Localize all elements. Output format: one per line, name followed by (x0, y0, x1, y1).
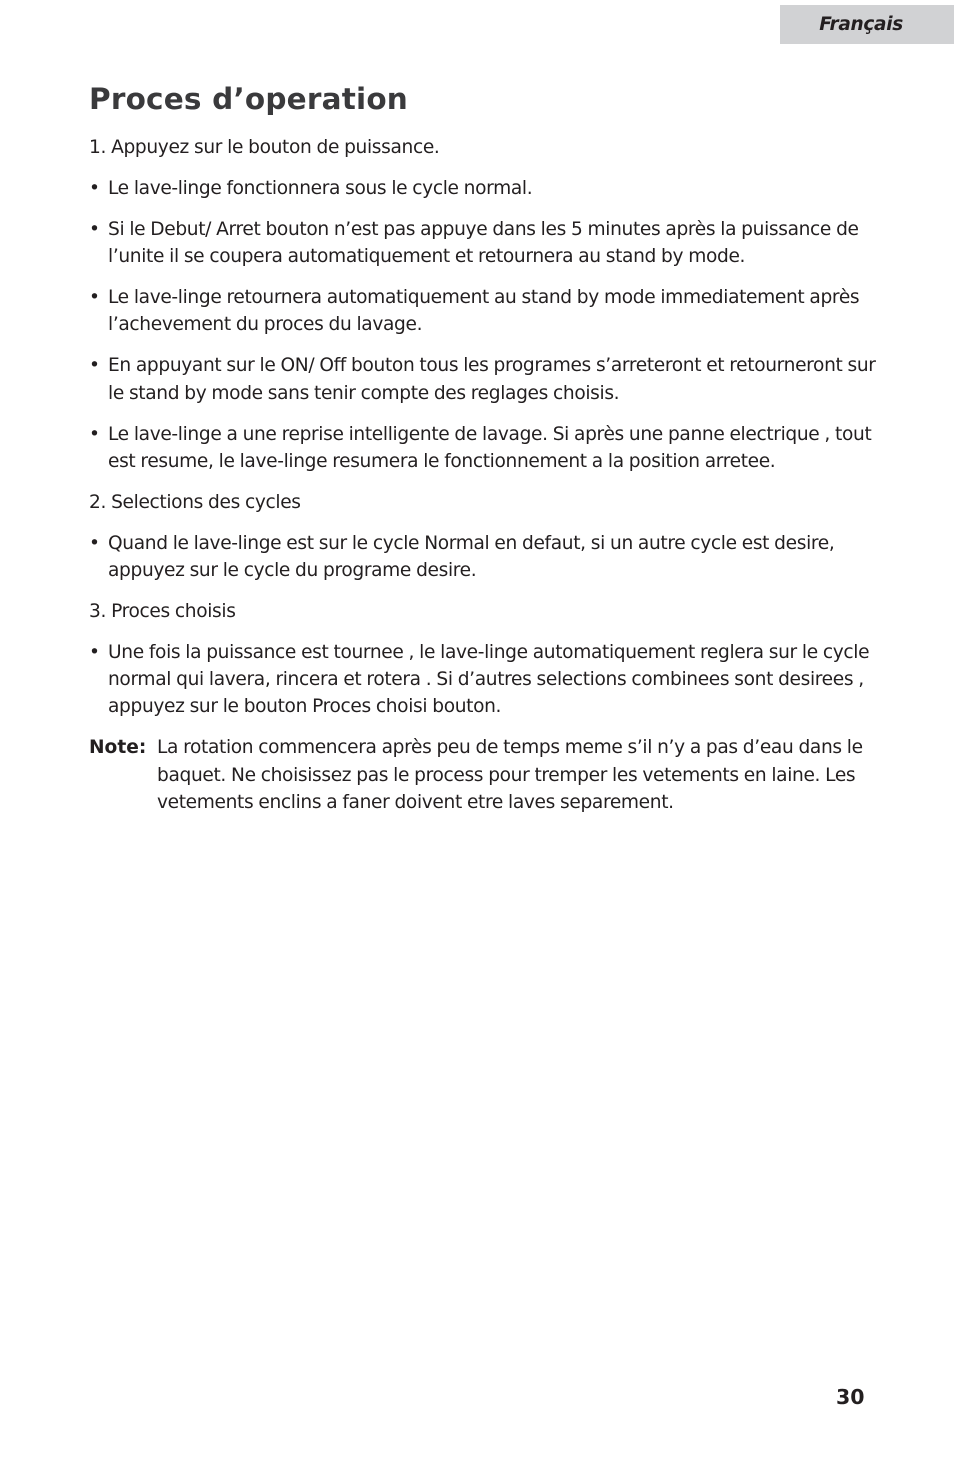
bullet-text: Quand le lave-linge est sur le cycle Normal en defaut, si un autre cycle est desire, appuyez sur le cycle du programe desire. (108, 532, 835, 582)
page-title: Proces d’operation (89, 82, 409, 116)
step-1-bullet-2 (89, 216, 879, 270)
bullet-marker: • (89, 423, 100, 445)
instructions-body (89, 134, 879, 816)
step-1-bullet-4 (89, 352, 879, 406)
bullet-text: Le lave-linge fonctionnera sous le cycle normal. (108, 178, 533, 199)
step-1-bullet-5 (89, 421, 879, 475)
language-label: Français (819, 14, 903, 35)
step-2-bullet-1 (89, 530, 879, 584)
bullet-marker: • (89, 287, 100, 309)
bullet-marker: • (89, 355, 100, 377)
note (89, 734, 879, 816)
note-text: La rotation commencera après peu de temps meme s’il n’y a pas d’eau dans le baquet. Ne choisissez pas le process pour tremper les vetements en laine. Les vetements enclins a faner doivent etre laves separement. (157, 737, 863, 813)
step-1-bullet-3 (89, 284, 879, 338)
bullet-marker: • (89, 178, 100, 199)
bullet-text: Le lave-linge retournera automatiquement au stand by mode immediatement après l’achevement du proces du lavage. (108, 287, 860, 336)
step-1-heading: 1. Appuyez sur le bouton de puissance. (89, 137, 440, 158)
step-3-heading: 3. Proces choisis (89, 601, 236, 623)
bullet-marker: • (89, 219, 100, 240)
step-3-bullet-1 (89, 639, 879, 721)
bullet-text: En appuyant sur le ON/ Off bouton tous les programes s’arreteront et retourneront sur le stand by mode sans tenir compte des reglages choisis. (108, 355, 876, 404)
step-1-bullet-1 (89, 175, 879, 202)
bullet-marker: • (89, 532, 100, 554)
bullet-text: Une fois la puissance est tournee , le lave-linge automatiquement reglera sur le cycle normal qui lavera, rincera et rotera . Si d’autres selections combinees sont desirees , appuyez sur le bouton Proces choisi bouton. (108, 642, 870, 718)
bullet-text: Si le Debut/ Arret bouton n’est pas appuye dans les 5 minutes après la puissance de l’unite il se coupera automatiquement et retournera au stand by mode. (108, 219, 859, 268)
language-tab (780, 5, 954, 44)
bullet-text: Le lave-linge a une reprise intelligente de lavage. Si après une panne electrique , tout est resume, le lave-linge resumera le fonctionnement a la position arretee. (108, 423, 872, 472)
step-2-heading: 2. Selections des cycles (89, 491, 301, 513)
page-number: 30 (836, 1385, 865, 1409)
bullet-marker: • (89, 642, 100, 664)
note-label: Note: (89, 737, 147, 759)
